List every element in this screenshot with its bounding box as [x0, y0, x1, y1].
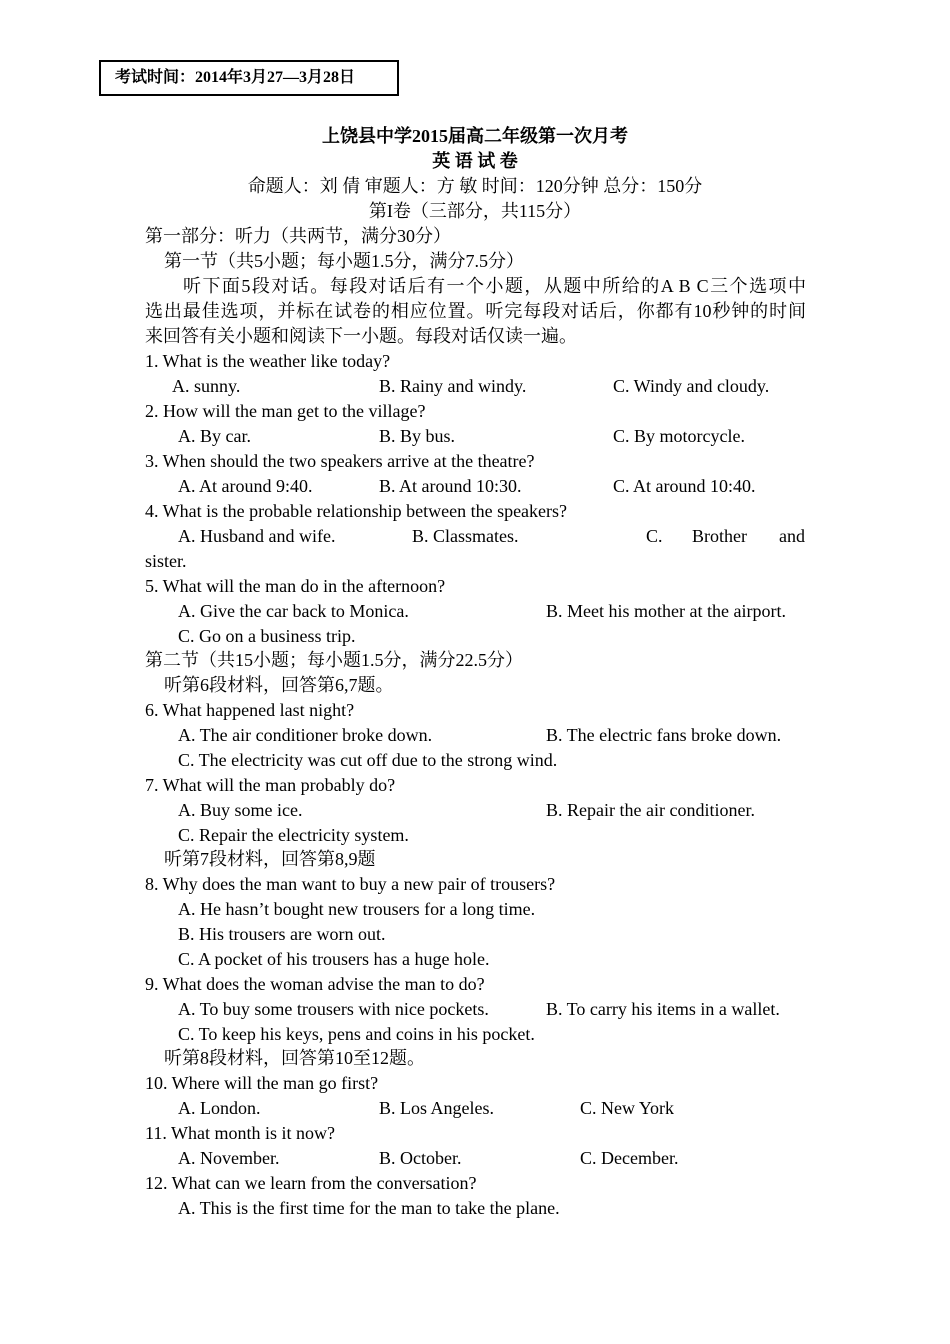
question-7-option-a: A. Buy some ice. [178, 800, 303, 820]
question-8-stem: 8. Why does the man want to buy a new pair of trousers? [145, 874, 556, 894]
question-6-option-c: C. The electricity was cut off due to the strong wind. [178, 750, 558, 770]
volume-heading: 第I卷（三部分，共115分） [368, 201, 582, 221]
question-2-stem: 2. How will the man get to the village? [145, 401, 426, 421]
question-9-option-c: C. To keep his keys, pens and coins in his pocket. [178, 1024, 535, 1044]
question-5-option-c: C. Go on a business trip. [178, 626, 356, 646]
section-one-heading: 第一节（共5小题；每小题1.5分，满分7.5分） [164, 251, 524, 271]
part-one-heading: 第一部分：听力（共两节，满分30分） [145, 226, 451, 246]
question-4-option-c-word-1: Brother [692, 526, 747, 546]
material-6-heading: 听第6段材料，回答第6,7题。 [164, 675, 394, 695]
question-11-option-b: B. October. [379, 1148, 462, 1168]
question-3-option-b: B. At around 10:30. [379, 476, 522, 496]
question-4-option-c-word-2: and [779, 526, 805, 546]
question-10-stem: 10. Where will the man go first? [145, 1073, 379, 1093]
question-1-option-a: A. sunny. [172, 376, 241, 396]
question-6-stem: 6. What happened last night? [145, 700, 355, 720]
question-7-option-c: C. Repair the electricity system. [178, 825, 409, 845]
exam-time: 考试时间：2014年3月27—3月28日 [115, 69, 356, 86]
question-4-option-c-label: C. [646, 526, 663, 546]
question-10-option-c: C. New York [580, 1098, 675, 1118]
question-2-option-a: A. By car. [178, 426, 251, 446]
question-9-stem: 9. What does the woman advise the man to do? [145, 974, 485, 994]
question-12-option-a: A. This is the first time for the man to take the plane. [178, 1198, 560, 1218]
question-11-stem: 11. What month is it now? [145, 1123, 335, 1143]
question-9-option-a: A. To buy some trousers with nice pockets. [178, 999, 489, 1019]
question-11-option-a: A. November. [178, 1148, 280, 1168]
question-5-stem: 5. What will the man do in the afternoon? [145, 576, 446, 596]
instructions-line-1: 听下面5段对话。每段对话后有一个小题，从题中所给的A B C三个选项中 [183, 276, 806, 296]
question-3-stem: 3. When should the two speakers arrive at the theatre? [145, 451, 535, 471]
question-1-option-c: C. Windy and cloudy. [613, 376, 770, 396]
question-1-option-b: B. Rainy and windy. [379, 376, 527, 396]
question-7-option-b: B. Repair the air conditioner. [546, 800, 755, 820]
instructions-line-2: 选出最佳选项，并标在试卷的相应位置。听完每段对话后，你都有10秒钟的时间 [145, 301, 806, 321]
question-8-option-c: C. A pocket of his trousers has a huge hole. [178, 949, 490, 969]
question-4-option-a: A. Husband and wife. [178, 526, 336, 546]
question-6-option-b: B. The electric fans broke down. [546, 725, 782, 745]
question-12-stem: 12. What can we learn from the conversation? [145, 1173, 477, 1193]
question-10-option-a: A. London. [178, 1098, 261, 1118]
exam-subtitle: 英 语 试 卷 [432, 151, 518, 171]
exam-authors: 命题人：刘 倩 审题人：方 敏 时间：120分钟 总分：150分 [247, 176, 703, 196]
question-4-option-c-word-3: sister. [145, 551, 187, 571]
question-4-option-b: B. Classmates. [412, 526, 519, 546]
instructions-line-3: 来回答有关小题和阅读下一小题。每段对话仅读一遍。 [145, 326, 577, 346]
exam-time-box [99, 60, 399, 96]
section-two-heading: 第二节（共15小题；每小题1.5分，满分22.5分） [145, 650, 523, 670]
question-9-option-b: B. To carry his items in a wallet. [546, 999, 780, 1019]
question-8-option-b: B. His trousers are worn out. [178, 924, 386, 944]
exam-title: 上饶县中学2015届高二年级第一次月考 [322, 126, 628, 146]
question-3-option-a: A. At around 9:40. [178, 476, 313, 496]
question-6-option-a: A. The air conditioner broke down. [178, 725, 433, 745]
question-10-option-b: B. Los Angeles. [379, 1098, 494, 1118]
question-11-option-c: C. December. [580, 1148, 679, 1168]
question-4-stem: 4. What is the probable relationship between the speakers? [145, 501, 568, 521]
material-8-heading: 听第8段材料，回答第10至12题。 [164, 1048, 425, 1068]
question-3-option-c: C. At around 10:40. [613, 476, 756, 496]
question-1-stem: 1. What is the weather like today? [145, 351, 391, 371]
question-7-stem: 7. What will the man probably do? [145, 775, 396, 795]
question-8-option-a: A. He hasn’t bought new trousers for a long time. [178, 899, 536, 919]
question-2-option-c: C. By motorcycle. [613, 426, 745, 446]
question-2-option-b: B. By bus. [379, 426, 456, 446]
material-7-heading: 听第7段材料，回答第8,9题 [164, 849, 376, 869]
question-5-option-a: A. Give the car back to Monica. [178, 601, 409, 621]
question-5-option-b: B. Meet his mother at the airport. [546, 601, 786, 621]
